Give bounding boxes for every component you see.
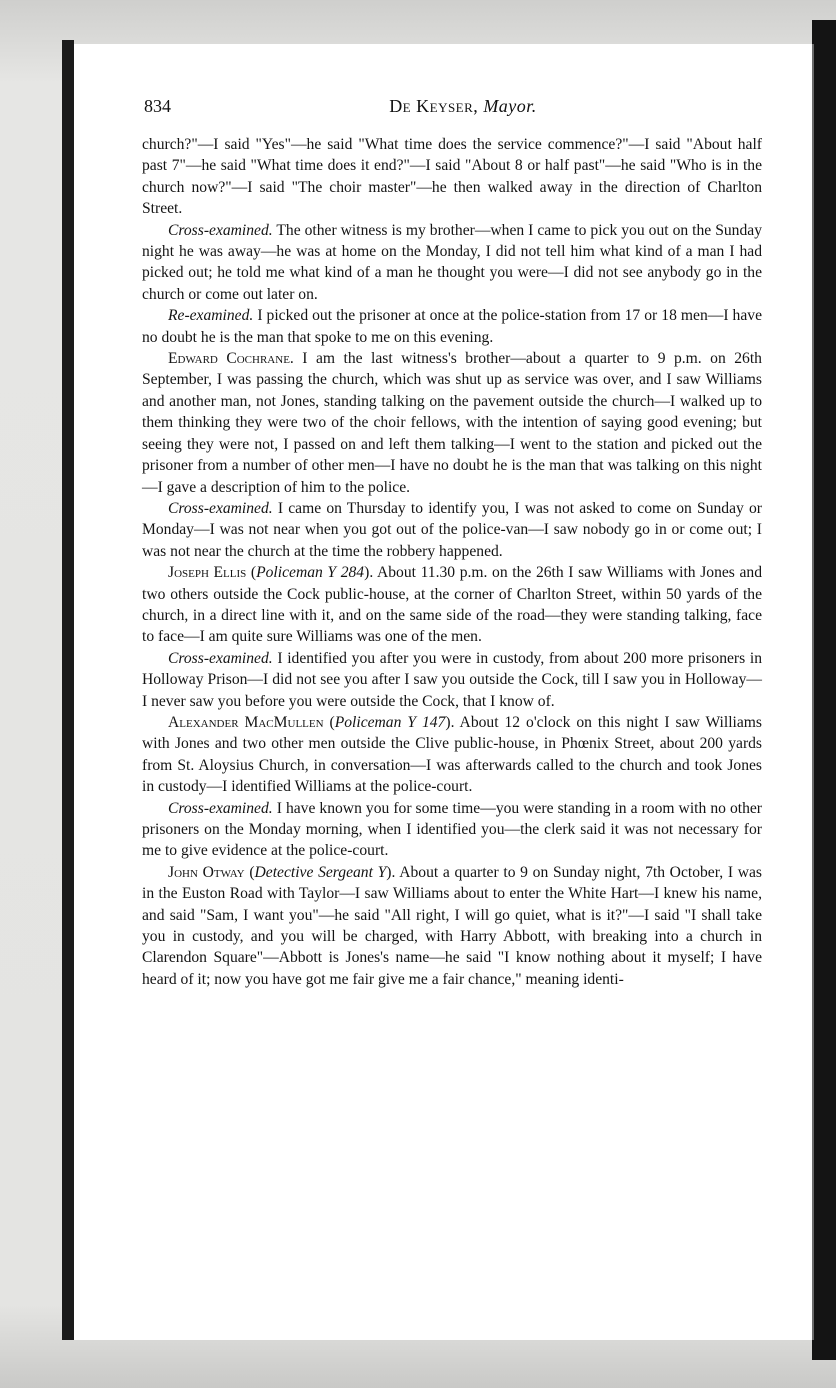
paragraph: John Otway (Detective Sergeant Y). About a quarter to 9 on Sunday night, 7th October, I was in the Euston Road with Taylor—I saw Williams about to enter the White Hart—I knew his name, and said "Sam, I want you"—he said "All right, I will go quiet, what is it?"—I said "I shall take you in custody, and you will be charged, with Harry Abbott, with breaking into a church in Clarendon Square"—Abbott is Jones's name—he said "I know nothing about it myself; I have heard of it; now you have got me fair give me a fair chance," meaning identi- [142,863,763,988]
witness-role: Policeman Y 284 [256,564,365,582]
book-binding-right-edge [812,20,836,1360]
paragraph [142,134,762,220]
witness-name: Alexander MacMullen [168,713,324,731]
paragraph-text: . About 12 o'clock on this night I saw Williams with Jones and two other men outside the Clive public-house, in Phœnix Street, about 200 yards from St. Aloysius Church, in conversation—I was afterwards called to the church and took Jones in custody—I identified Williams at the police-court. [142,713,762,796]
paragraph [142,348,762,498]
paragraph-text: . About 11.30 p.m. on the 26th I saw Williams with Jones and two others outside the Cock public-house, at the corner of Charlton Street, within 50 yards of the church, in a direct line with it, and on the same side of the road—they were standing talking, face to face—I am quite sure Williams was one of the men. [142,564,763,646]
witness-name: Joseph Ellis [168,564,247,582]
paragraph: Joseph Ellis (Policeman Y 284). About 11.30 p.m. on the 26th I saw Williams with Jones and two others outside the Cock public-house, at the corner of Charlton Street, within 50 yards of the church, in a direct line with it, and on the same side of the road—they were standing talking, face to face—I am quite sure Williams was one of the men. [142,564,763,646]
paragraph-text: church?"—I said "Yes"—he said "What time does the service commence?"—I said "About half past 7"—he said "What time does it end?"—I said "About 8 or half past"—he said "Who is in the church now?"—I said "The choir master"—he then walked away in the direction of Charlton Street. [142,136,762,218]
paragraph-text: I identified you after you were in custody, from about 200 more prisoners in Holloway Prison—I did not see you after I saw you outside the Cock, till I saw you in Holloway—I never saw you before you were outside the Cock, that I know of. [142,649,762,710]
paragraph-text: I picked out the prisoner at once at the police-station from 17 or 18 men—I have no doubt he is the man that spoke to me on this evening. [142,307,762,346]
paragraph [142,798,762,862]
witness-role: Detective Sergeant Y [254,863,387,881]
paragraph [142,648,762,712]
page-number: 834 [144,96,171,116]
paragraph-text: I have known you for some time—you were standing in a room with no other prisoners on the Monday morning, when I identified you—the clerk said it was not necessary for me to give evidence at the police-court. [142,799,762,860]
paragraph [142,305,762,348]
paragraph-lead: Cross-examined. [168,799,273,817]
running-head [144,96,782,117]
paragraph-lead: Re-examined. [168,307,254,325]
page-header [144,96,782,122]
paragraph-lead: Cross-examined. [168,499,273,517]
paragraph-text: I am the last witness's brother—about a quarter to 9 p.m. on 26th September, I was passing the church, which was shut up as service was over, and I saw Williams and another man, not Jones, standing talking on the pavement outside the church—I walked up to them thinking they were two of the choir fellows, with the intention of saying good evening; but seeing they were not, I passed on and left them talking—I went to the station and picked out the prisoner from a number of other men—I have no doubt he is the man that was talking on this night—I gave a description of him to the police. [142,350,762,496]
paragraph [142,220,762,306]
paragraph-lead: Cross-examined. [168,221,273,239]
book-page [74,44,814,1340]
running-head-title: Mayor. [483,96,537,116]
witness-name: Edward Cochrane. [168,350,294,368]
page-body [142,134,762,990]
paragraph-text: . About a quarter to 9 on Sunday night, 7th October, I was in the Euston Road with Taylor—I saw Williams about to enter the White Hart—I knew his name, and said "Sam, I want you"—he said "All right, I will go quiet, what is it?"—I said "I shall take you in custody, and you will be charged, with Harry Abbott, with breaking into a church in Clarendon Square"—Abbott is Jones's name—he said "I know nothing about it myself; I have heard of it; now you have got me fair give me a fair chance," meaning identi- [142,863,763,988]
paragraph [142,498,762,562]
paragraph-text: The other witness is my brother—when I came to pick you out on the Sunday night he was away—he was at home on the Monday, I did not tell him what kind of a man I had picked out; he told me what kind of a man he thought you were—I did not see anybody go in the church or come out later on. [142,221,762,303]
paragraph-lead: Cross-examined. [168,649,273,667]
paragraph-text: I came on Thursday to identify you, I was not asked to come on Sunday or Monday—I was not near when you got out of the police-van—I saw nobody go in or come out; I was not near the church at the time the robbery happened. [142,499,762,560]
running-head-name: De Keyser, [389,96,479,116]
book-binding-left-edge [62,40,74,1340]
witness-name: John Otway [168,863,245,881]
witness-role: Policeman Y 147 [334,713,446,731]
paragraph: Alexander MacMullen (Policeman Y 147). About 12 o'clock on this night I saw Williams with Jones and two other men outside the Clive public-house, in Phœnix Street, about 200 yards from St. Aloysius Church, in conversation—I was afterwards called to the church and took Jones in custody—I identified Williams at the police-court. [142,713,762,796]
